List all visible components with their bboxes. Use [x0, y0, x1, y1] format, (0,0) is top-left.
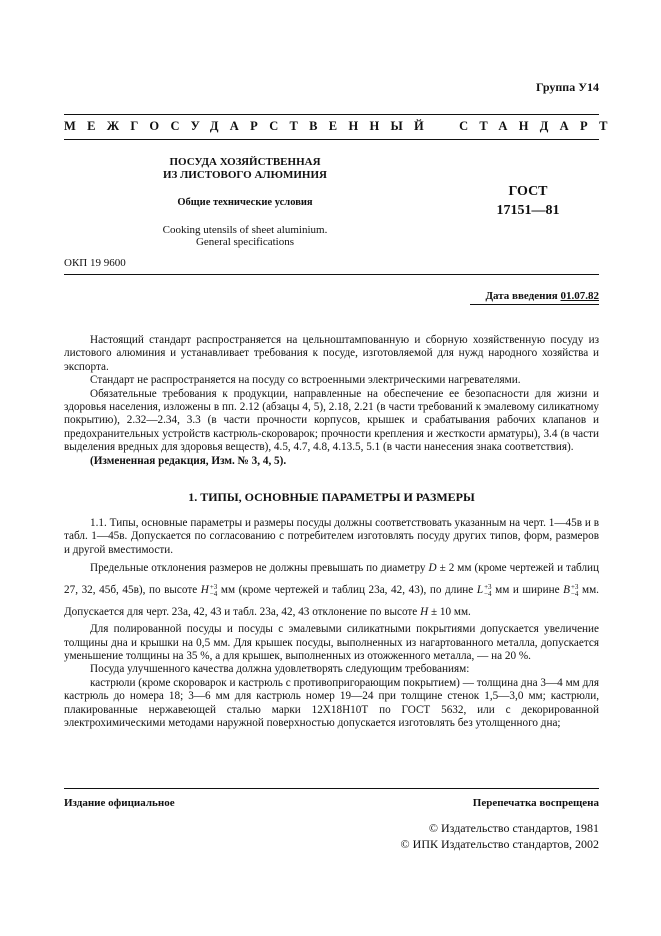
- width-symbol: B: [563, 584, 570, 597]
- gost-number: [478, 182, 578, 220]
- interstate-word: МЕЖГОСУДАРСТВЕННЫЙ: [64, 118, 436, 133]
- group-code: Группа У14: [535, 80, 599, 94]
- title-line-2: ИЗ ЛИСТОВОГО АЛЮМИНИЯ: [162, 169, 327, 181]
- subtitle: Общие технические условия: [177, 197, 313, 208]
- gost-label: ГОСТ: [508, 184, 548, 199]
- paragraph-tolerances: Предельные отклонения размеров не должны превышать по диаметру D ± 2 мм (кроме чертежей и таблиц 27, 32, 45б, 45в), по высоте H +3 −4 мм (кроме чертежей и таблиц 23а, 42, 43), по длине L +3 −4 мм и ширине B +3 −4 мм. Допускается для черт. 23а, 42, 43 и табл. 23а, 42, 43 отклонение по высоте H ± 10 мм.: [64, 562, 600, 619]
- paragraph-pans: кастрюли (кроме скороварок и кастрюль с противопригорающим покрытием) — толщина дна 3—4 мм для кастрюль до номера 18; 3—6 мм для кастрюль номер 19—24 при толщине стенок 1,5—3,0 мм; кастрюли, плакированные нержавеющей сталью марки 12Х18Н10Т по ГОСТ 5632, или с декорированной электрохимическими методами наружной поверхностью допускается изготовлять без утолщенного дна;: [64, 676, 599, 730]
- paragraph-improved-quality: Посуда улучшенного качества должна удовлетворять следующим требованиям:: [90, 663, 470, 676]
- gost-code: 17151—81: [496, 203, 560, 218]
- paragraph-exclusion: Стандарт не распространяется на посуду со встроенными электрическими нагревателями.: [90, 374, 521, 387]
- diameter-symbol: D: [428, 562, 437, 575]
- reprint-prohibited: Перепечатка воспрещена: [472, 797, 599, 809]
- height-symbol-2: H: [420, 606, 429, 619]
- introduction-date: [485, 290, 599, 302]
- top-rule: [64, 114, 599, 115]
- english-title-line-2: General specifications: [195, 236, 295, 248]
- preamble: [64, 334, 599, 468]
- english-title-line-1: Cooking utensils of sheet aluminium.: [162, 224, 328, 236]
- paragraph-amendment: (Измененная редакция, Изм. № 3, 4, 5).: [90, 454, 287, 467]
- paragraph-polished: Для полированной посуды и посуды с эмалевыми силикатными покрытиями допускается увеличение толщины дна и крышки на 0,5 мм. Для крышек посуды, выполненных из нагартованного металла, допускается уменьшение толщины на 35 %, а для крышек, выполненных из отожженного металла, — на 20 %.: [64, 623, 599, 663]
- official-edition: Издание официальное: [64, 797, 175, 809]
- height-tolerance: +3 −4: [209, 582, 218, 598]
- interstate-standard-banner: [64, 116, 619, 136]
- introduction-date-value: 01.07.82: [560, 290, 599, 302]
- section-1-body: [64, 517, 599, 730]
- paragraph-scope: Настоящий стандарт распространяется на цельноштампованную и сборную хозяйственную посуду из листового алюминия и устанавливает требования к посуде, изготовляемой для нужд народного хозяйства и экспорта.: [64, 334, 599, 373]
- footer-rule: [64, 788, 599, 789]
- length-symbol: L: [476, 584, 484, 597]
- paragraph-mandatory: Обязательные требования к продукции, направленные на обеспечение ее безопасности для жизни и здоровья населения, изложены в пп. 2.12 (абзацы 4, 5), 2.18, 2.21 (в части требований к эмалевому силикатному покрытию), 2.32—2.34, 3.3 (в части прочности корпусов, крышек и срабатывания рабочих клапанов и предохранительных устройств кастрюль-скороварок; прочности крепления и жесткости арматуры), 3.4 (в части выделения вредных для здоровья веществ), 4.5, 4.7, 4.8, 4.13.5, 5.1 (в части нанесения знака соответствия).: [64, 387, 599, 454]
- standard-word: СТАНДАРТ: [459, 118, 619, 133]
- date-rule: [470, 304, 599, 305]
- width-tolerance: +3 −4: [570, 582, 579, 598]
- copyright-1981: © Издательство стандартов, 1981: [428, 821, 599, 835]
- introduction-date-label: Дата введения: [485, 290, 558, 302]
- length-tolerance: +3 −4: [484, 582, 492, 598]
- section-1-title: 1. ТИПЫ, ОСНОВНЫЕ ПАРАМЕТРЫ И РАЗМЕРЫ: [188, 490, 475, 504]
- okp-code: ОКП 19 9600: [64, 257, 126, 269]
- banner-rule: [64, 139, 599, 140]
- height-symbol: H: [200, 584, 209, 597]
- copyright-2002: © ИПК Издательство стандартов, 2002: [400, 837, 599, 851]
- clause-1-1: 1.1. Типы, основные параметры и размеры посуды должны соответствовать указанным на черт. 1—45в и в табл. 1—45в. Допускается по согласованию с потребителем изготовлять посуду других типов, форм, размеров и другой вместимости.: [64, 517, 599, 556]
- okp-rule: [64, 274, 599, 275]
- title-line-1: ПОСУДА ХОЗЯЙСТВЕННАЯ: [169, 156, 321, 168]
